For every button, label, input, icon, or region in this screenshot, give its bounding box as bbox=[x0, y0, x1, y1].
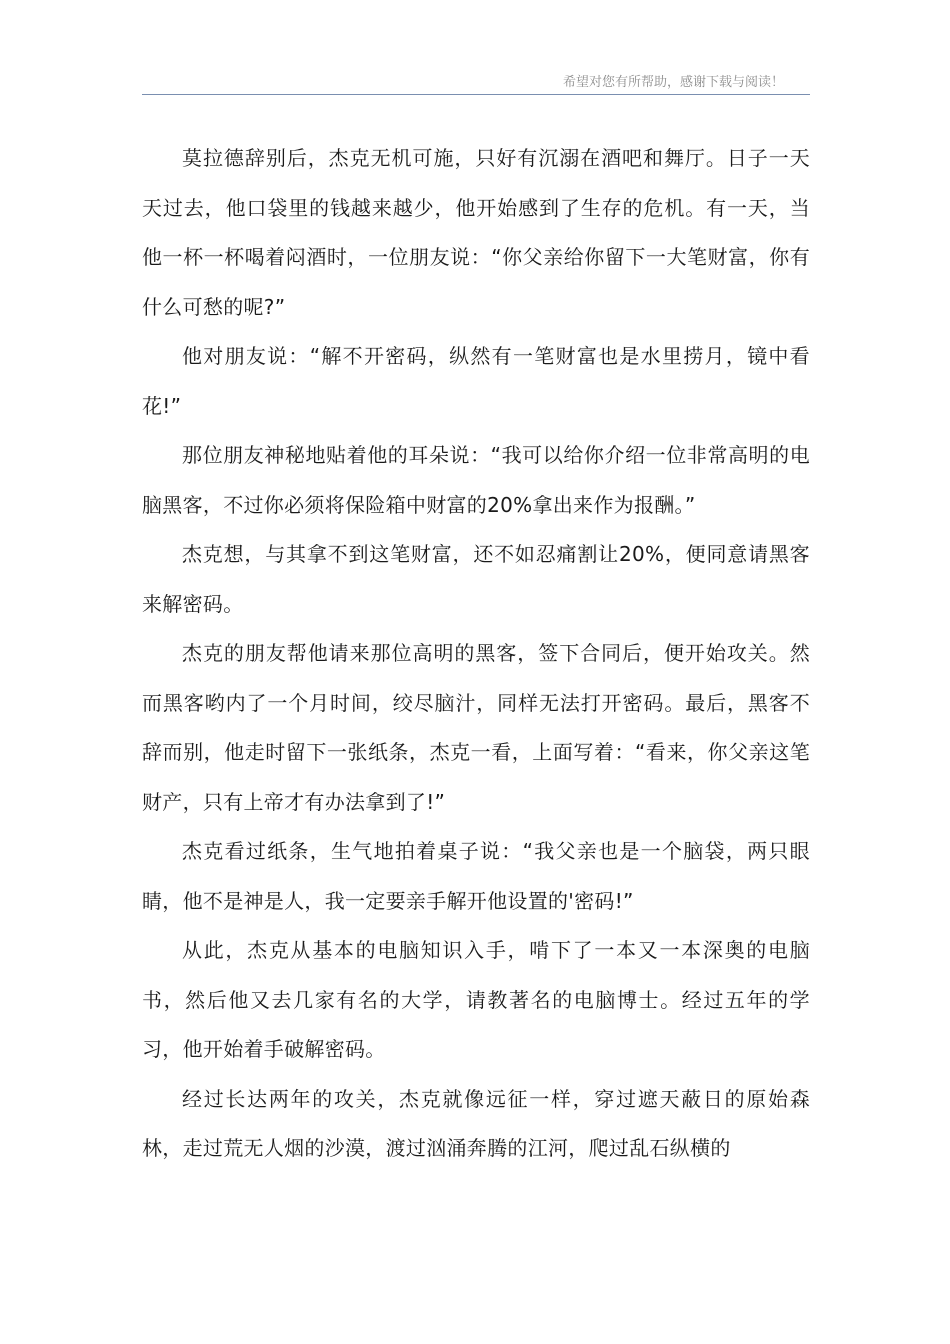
header-note: 希望对您有所帮助，感谢下载与阅读！ bbox=[563, 75, 785, 90]
paragraph-5: 杰克的朋友帮他请来那位高明的黑客，签下合同后，便开始攻关。然而黑客哟内了一个月时间，绞尽脑汁，同样无法打开密码。最后，黑客不辞而别，他走时留下一张纸条，杰克一看，上面写着：“看来，你父亲这笔财产，只有上帝才有办法拿到了!” bbox=[142, 641, 810, 814]
paragraph-8: 经过长达两年的攻关，杰克就像远征一样，穿过遮天蔽日的原始森林，走过荒无人烟的沙漠，渡过汹涌奔腾的江河，爬过乱石纵横的 bbox=[142, 1086, 810, 1160]
document-body bbox=[142, 134, 810, 1174]
paragraph-1: 莫拉德辞别后，杰克无机可施，只好有沉溺在酒吧和舞厅。日子一天天过去，他口袋里的钱越来越少，他开始感到了生存的危机。有一天，当他一杯一杯喝着闷酒时，一位朋友说：“你父亲给你留下一大笔财富，你有什么可愁的呢?” bbox=[142, 146, 810, 319]
header-divider bbox=[142, 94, 810, 95]
paragraph-3: 那位朋友神秘地贴着他的耳朵说：“我可以给你介绍一位非常高明的电脑黑客，不过你必须将保险箱中财富的20%拿出来作为报酬。” bbox=[142, 443, 810, 517]
paragraph-2: 他对朋友说：“解不开密码，纵然有一笔财富也是水里捞月，镜中看花!” bbox=[142, 344, 810, 418]
paragraph-4: 杰克想，与其拿不到这笔财富，还不如忍痛割让20%，便同意请黑客来解密码。 bbox=[142, 542, 810, 616]
paragraph-7: 从此，杰克从基本的电脑知识入手，啃下了一本又一本深奥的电脑书，然后他又去几家有名的大学，请教著名的电脑博士。经过五年的学习，他开始着手破解密码。 bbox=[142, 938, 810, 1061]
paragraph-6: 杰克看过纸条，生气地拍着桌子说：“我父亲也是一个脑袋，两只眼睛，他不是神是人，我一定要亲手解开他设置的'密码!” bbox=[142, 839, 810, 913]
